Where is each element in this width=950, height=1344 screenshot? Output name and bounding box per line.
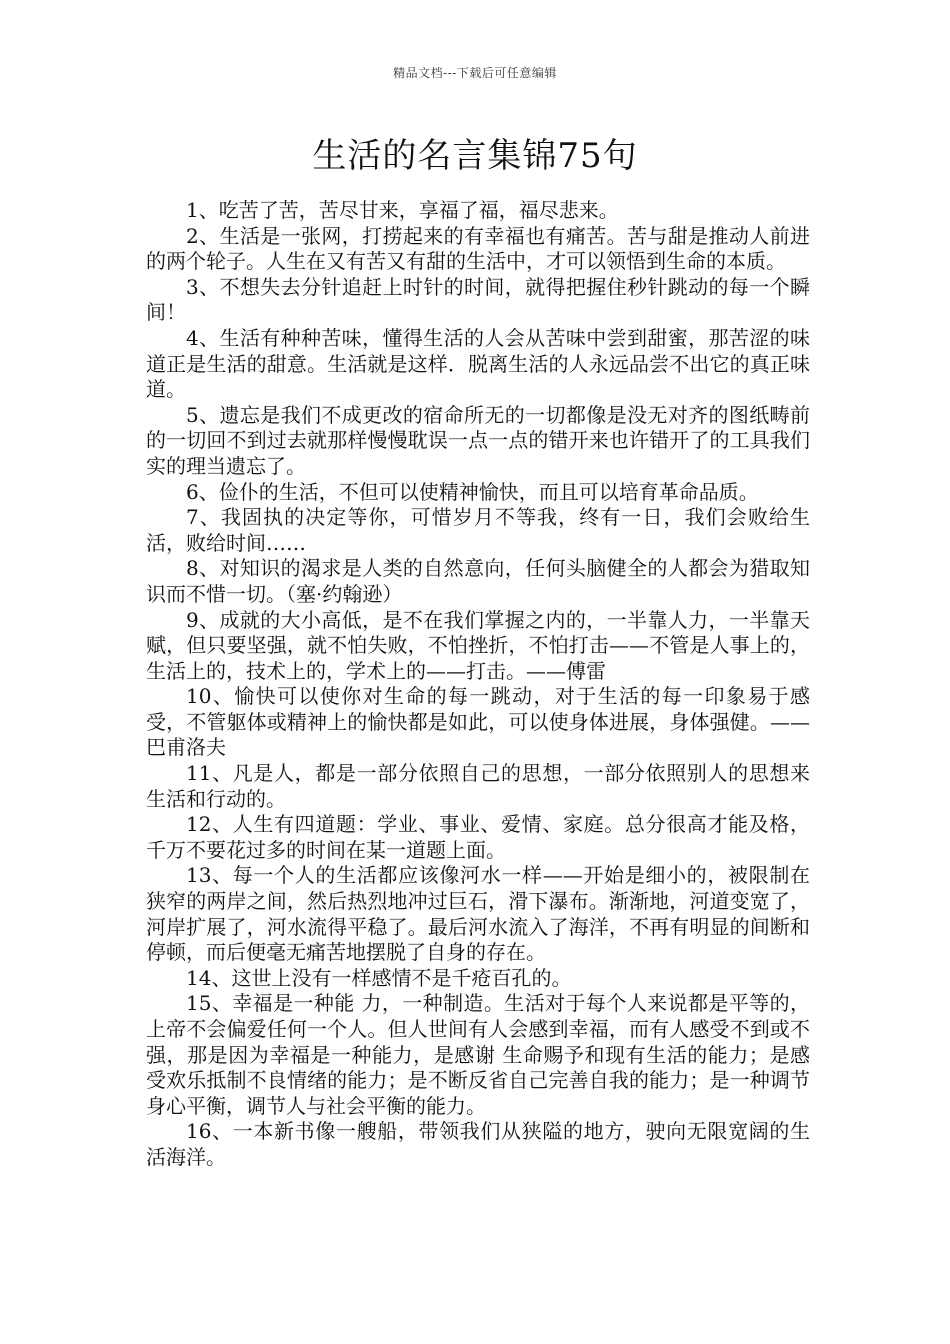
quote-paragraph-4: 4、生活有种种苦味，懂得生活的人会从苦味中尝到甜蜜，那苦涩的味道正是生活的甜意。生活就是这样．脱离生活的人永远品尝不出它的真正味道。 — [146, 325, 810, 402]
quote-paragraph-6: 6、俭仆的生活，不但可以使精神愉快，而且可以培育革命品质。 — [186, 479, 759, 504]
quote-paragraph-13: 13、每一个人的生活都应该像河水一样——开始是细小的，被限制在狭窄的两岸之间，然后热烈地冲过巨石，滑下瀑布。渐渐地，河道变宽了，河岸扩展了，河水流得平稳了。最后河水流入了海洋，不再有明显的间断和停顿，而后便毫无痛苦地摆脱了自身的存在。 — [146, 863, 810, 965]
header-note: 精品文档---下载后可任意编辑 — [393, 66, 557, 80]
quote-paragraph-8: 8、对知识的渴求是人类的自然意向，任何头脑健全的人都会为猎取知识而不惜一切。（塞·约翰逊） — [146, 556, 810, 606]
page-title: 生活的名言集锦75句 — [312, 136, 638, 176]
quote-paragraph-7: 7、我固执的决定等你，可惜岁月不等我，终有一日，我们会败给生活，败给时间…… — [146, 505, 810, 555]
quote-paragraph-1: 1、吃苦了苦，苦尽甘来，享福了福，福尽悲来。 — [186, 198, 619, 222]
quote-paragraph-10: 10、愉快可以使你对生命的每一跳动，对于生活的每一印象易于感受，不管躯体或精神上的愉快都是如此，可以使身体进展，身体强健。——巴甫洛夫 — [146, 684, 810, 760]
quote-paragraph-3: 3、不想失去分针追赶上时针的时间，就得把握住秒针跳动的每一个瞬间！ — [146, 274, 810, 325]
quote-paragraph-16: 16、一本新书像一艘船，带领我们从狭隘的地方，驶向无限宽阔的生活海洋。 — [146, 1119, 810, 1169]
quote-list — [146, 198, 810, 1171]
quote-paragraph-14: 14、这世上没有一样感情不是千疮百孔的。 — [186, 965, 572, 990]
quote-paragraph-12: 12、人生有四道题：学业、事业、爱情、家庭。总分很高才能及格，千万不要花过多的时间在某一道题上面。 — [146, 812, 810, 862]
quote-paragraph-5: 5、遗忘是我们不成更改的宿命所无的一切都像是没无对齐的图纸畴前的一切回不到过去就那样慢慢耽误一点一点的错开来也许错开了的工具我们实的理当遗忘了。 — [146, 402, 810, 478]
quote-paragraph-2: 2、生活是一张网，打捞起来的有幸福也有痛苦。苦与甜是推动人前进的两个轮子。人生在又有苦又有甜的生活中，才可以领悟到生命的本质。 — [146, 223, 810, 274]
quote-paragraph-9: 9、成就的大小高低，是不在我们掌握之内的，一半靠人力，一半靠天赋，但只要坚强，就不怕失败，不怕挫折，不怕打击——不管是人事上的，生活上的，技术上的，学术上的——打击。——傅雷 — [146, 607, 810, 683]
quote-paragraph-11: 11、凡是人，都是一部分依照自己的思想，一部分依照别人的思想来生活和行动的。 — [146, 761, 810, 811]
quote-paragraph-15: 15、幸福是一种能 力，一种制造。生活对于每个人来说都是平等的，上帝不会偏爱任何一个人。但人世间有人会感到幸福，而有人感受不到或不强，那是因为幸福是一种能力，是感谢 生命赐予和现有生活的能力；是感受欢乐抵制不良情绪的能力；是不断反省自己完善自我的能力；是一种调节身心平衡，调节人与社会平衡的能力。 — [146, 991, 810, 1118]
